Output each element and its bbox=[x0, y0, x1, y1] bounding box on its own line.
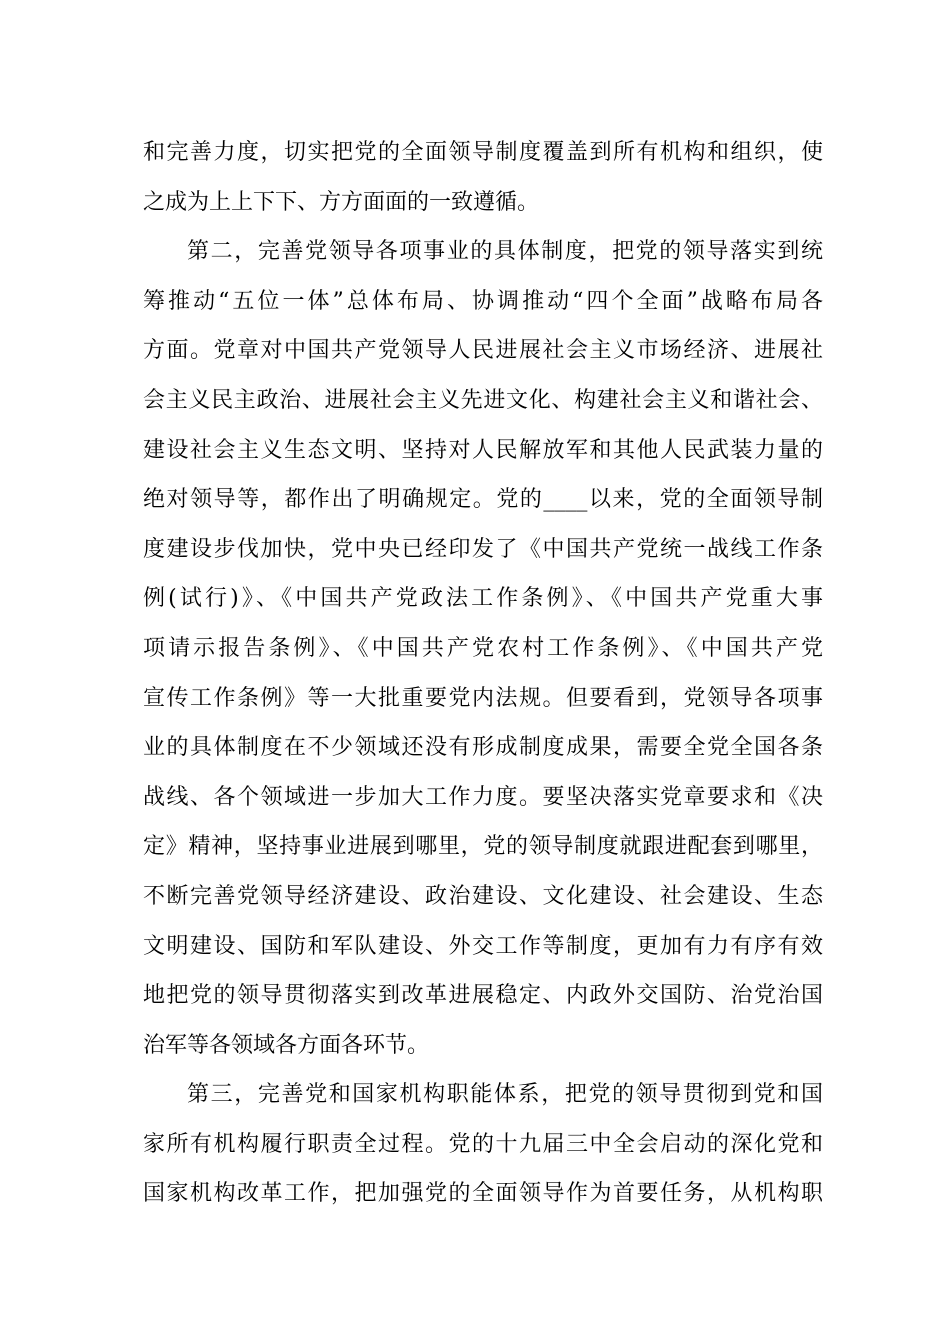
text-line: 国家机构改革工作，把加强党的全面领导作为首要任务，从机构职 bbox=[143, 1181, 823, 1207]
text-line: 战线、各个领域进一步加大工作力度。要坚决落实党章要求和《决 bbox=[143, 784, 823, 810]
text-line: 定》精神，坚持事业进展到哪里，党的领导制度就跟进配套到哪里， bbox=[143, 834, 823, 860]
text-line: 家所有机构履行职责全过程。党的十九届三中全会启动的深化党和 bbox=[143, 1131, 823, 1157]
text-line: 度建设步伐加快，党中央已经印发了《中国共产党统一战线工作条 bbox=[143, 536, 823, 562]
text-line: 会主义民主政治、进展社会主义先进文化、构建社会主义和谐社会、 bbox=[143, 387, 823, 413]
text-line: 宣传工作条例》等一大批重要党内法规。但要看到，党领导各项事 bbox=[143, 685, 823, 711]
text-line: 地把党的领导贯彻落实到改革进展稳定、内政外交国防、治党治国 bbox=[143, 983, 823, 1009]
text-line: 绝对领导等，都作出了明确规定。党的____以来，党的全面领导制 bbox=[143, 487, 823, 513]
document-body bbox=[143, 128, 823, 1219]
text-line: 方面。党章对中国共产党领导人民进展社会主义市场经济、进展社 bbox=[143, 338, 823, 364]
paragraph-start-line: 第二，完善党领导各项事业的具体制度，把党的领导落实到统 bbox=[187, 239, 823, 265]
text-line: 例(试行)》、《中国共产党政法工作条例》、《中国共产党重大事 bbox=[143, 586, 823, 612]
text-line: 筹推动“五位一体”总体布局、协调推动“四个全面”战略布局各 bbox=[143, 288, 823, 314]
text-line: 和完善力度，切实把党的全面领导制度覆盖到所有机构和组织，使 bbox=[143, 140, 823, 165]
text-line: 不断完善党领导经济建设、政治建设、文化建设、社会建设、生态 bbox=[143, 883, 823, 909]
text-line: 项请示报告条例》、《中国共产党农村工作条例》、《中国共产党 bbox=[143, 635, 823, 661]
text-line: 业的具体制度在不少领域还没有形成制度成果，需要全党全国各条 bbox=[143, 735, 823, 761]
text-line: 治军等各领域各方面各环节。 bbox=[143, 1032, 430, 1058]
paragraph-start-line: 第三，完善党和国家机构职能体系，把党的领导贯彻到党和国 bbox=[187, 1082, 823, 1108]
text-line: 建设社会主义生态文明、坚持对人民解放军和其他人民武装力量的 bbox=[143, 437, 823, 463]
text-line: 文明建设、国防和军队建设、外交工作等制度，更加有力有序有效 bbox=[143, 933, 823, 959]
text-line: 之成为上上下下、方方面面的一致遵循。 bbox=[143, 189, 540, 215]
